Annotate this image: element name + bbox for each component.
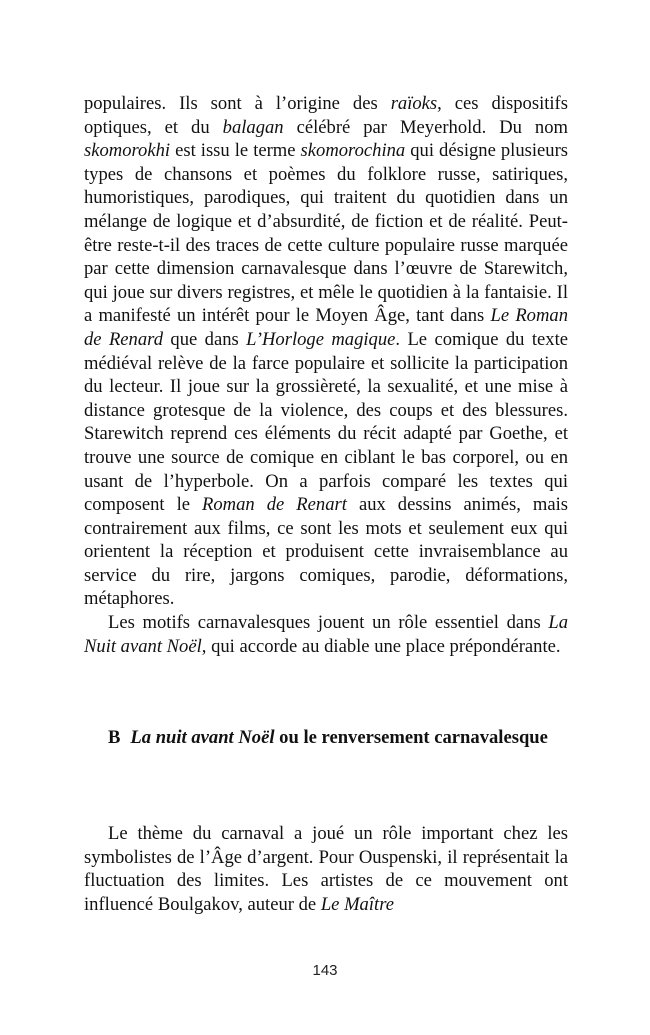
text-run: que dans <box>163 328 247 350</box>
paragraph-carnival-folklore <box>84 92 568 611</box>
text-run: célébré par Meyerhold. Du nom <box>283 116 568 138</box>
text-run: aux dessins animés, mais contrairement aux films, ce sont les mots et seulement eux qui orientent la réception et produisent cette invraisemblance au service du rire, jargons comiques, parodie, déformations, métaphores. <box>84 494 569 610</box>
paragraph-carnival-motifs <box>84 611 568 658</box>
italic-text: balagan <box>222 116 284 138</box>
text-run: , ces dispositifs optiques, et du <box>84 93 568 138</box>
italic-text: Le Maître <box>320 893 394 915</box>
text-run: populaires. Ils sont à l’origine des <box>84 93 391 114</box>
text-run: Le thème du carnaval a joué un rôle important chez les symbolistes de l’Âge d’argent. Pour Ouspenski, il représentait la fluctuation des limites. Les artistes de ce mouvement ont influencé Boulgakov, auteur de <box>84 823 568 915</box>
body-text-bottom <box>84 822 568 916</box>
italic-text: skomorokhi <box>84 140 171 162</box>
page-number: 143 <box>312 962 338 979</box>
body-text-top <box>84 92 568 658</box>
text-run: est issu le terme <box>170 140 301 162</box>
text-run: , qui accorde au diable une place prépondérante. <box>201 635 561 657</box>
italic-text: La Nuit avant Noël <box>84 612 568 657</box>
text-run: Les motifs carnavalesques jouent un rôle essentiel dans <box>108 612 549 634</box>
section-title <box>130 727 547 748</box>
text-run: qui désigne plusieurs types de chansons et poèmes du folklore russe, satiriques, humoristiques, parodiques, qui traitent du quotidien dans un mélange de logique et d’absurdité, de fiction et de réalité. Peut-être reste-t-il des traces de cette culture populaire russe marquée par cette dimension carnavalesque dans l’œuvre de Starewitch, qui joue sur divers registres, et mêle le quotidien à la fantaisie. Il a manifesté un intérêt pour le Moyen Âge, tant dans <box>84 140 568 327</box>
paragraph-silver-age <box>84 822 568 916</box>
italic-text: raïoks <box>390 93 438 114</box>
section-heading <box>84 726 568 750</box>
italic-text: Le Roman de Renard <box>84 305 568 350</box>
italic-text: skomorochina <box>300 140 406 162</box>
italic-text: Roman de Renart <box>202 494 347 516</box>
text-run: ou le renversement carnavalesque <box>274 727 548 748</box>
section-number: B <box>108 727 121 748</box>
text-run: . Le comique du texte médiéval relève de la farce populaire et sollicite la participation du lecteur. Il joue sur la grossièreté, la sexualité, et une mise à distance grotesque de la violence, des coups et des blessures. Starewitch reprend ces éléments du récit adapté par Goethe, et trouve une source de comique en ciblant le bas corporel, ou en usant de l’hyperbole. On a parfois comparé les textes qui composent le <box>84 328 569 516</box>
italic-text: La nuit avant Noël <box>130 727 275 748</box>
italic-text: L’Horloge magique <box>246 328 396 350</box>
